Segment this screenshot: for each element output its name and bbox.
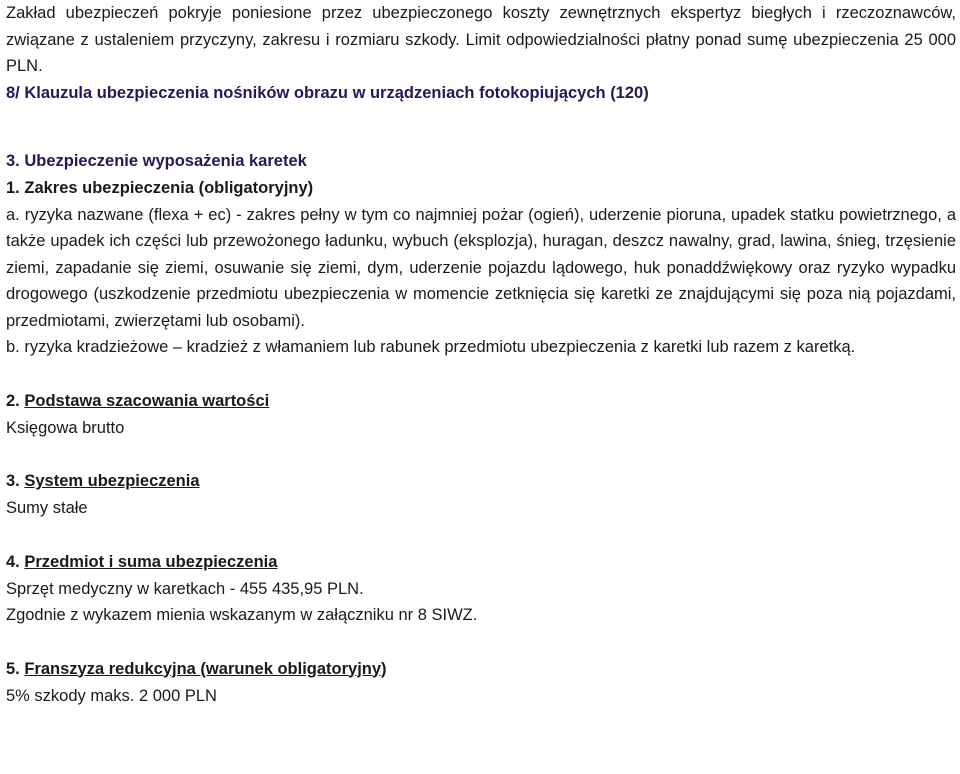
clause-8-heading: 8/ Klauzula ubezpieczenia nośników obrazu w urządzeniach fotokopiujących (120) (6, 83, 649, 102)
intro-paragraph: Zakład ubezpieczeń pokryje poniesione przez ubezpieczonego koszty zewnętrznych ekspertyz biegłych i rzeczoznawców, związane z ustaleniem przyczyny, zakresu i rozmiaru szkody. Limit odpowiedzialności płatny ponad sumę ubezpieczenia 25 000 PLN. (6, 4, 956, 75)
item-4-value-2: Zgodnie z wykazem mienia wskazanym w załączniku nr 8 SIWZ. (6, 606, 478, 624)
item-3-heading (6, 468, 956, 495)
item-5-heading-text: Franszyza redukcyjna (warunek obligatoryjny) (24, 659, 387, 678)
item-2-heading-text: Podstawa szacowania wartości (24, 391, 270, 410)
item-2-heading (6, 388, 956, 415)
item-3-number: 3. (6, 472, 25, 490)
item-2-value: Księgowa brutto (6, 418, 125, 437)
item-5-number: 5. (6, 659, 25, 678)
item-1-paragraph-a: a. ryzyka nazwane (flexa + ec) - zakres pełny w tym co najmniej pożar (ogień), uderzenie pioruna, upadek statku powietrznego, a także upadek ich części lub przewożonego ładunku, wybuch (eksplozja), huragan, deszcz nawalny, grad, lawina, śnieg, trzęsienie ziemi, zapadanie się ziemi, osuwanie się ziemi, dym, uderzenie pojazdu lądowego, huk ponaddźwiękowy oraz ryzyko wypadku drogowego (uszkodzenie przedmiotu ubezpieczenia w momencie zetknięcia się karetki ze znajdującymi się poza nią pojazdami, przedmiotami, zwierzętami lub osobami). (6, 205, 956, 330)
item-2-number: 2. (6, 391, 25, 410)
item-3-value: Sumy stałe (6, 499, 88, 517)
item-1-paragraph-b: b. ryzyka kradzieżowe – kradzież z włamaniem lub rabunek przedmiotu ubezpieczenia z karetki lub razem z karetką. (6, 338, 856, 356)
item-4-number: 4. (6, 552, 25, 571)
item-4-heading (6, 549, 956, 576)
item-5-value: 5% szkody maks. 2 000 PLN (6, 686, 217, 705)
document-page (6, 0, 956, 709)
item-1-number: 1. (6, 178, 25, 197)
item-1-heading-text: Zakres ubezpieczenia (obligatoryjny) (24, 178, 314, 197)
section-3-title: 3. Ubezpieczenie wyposażenia karetek (6, 152, 307, 170)
item-4-value-1: Sprzęt medyczny w karetkach - 455 435,95 PLN. (6, 579, 364, 598)
item-3-heading-text: System ubezpieczenia (24, 472, 200, 490)
item-5-heading (6, 656, 956, 683)
item-1-heading (6, 175, 956, 202)
item-4-heading-text: Przedmiot i suma ubezpieczenia (24, 552, 278, 571)
